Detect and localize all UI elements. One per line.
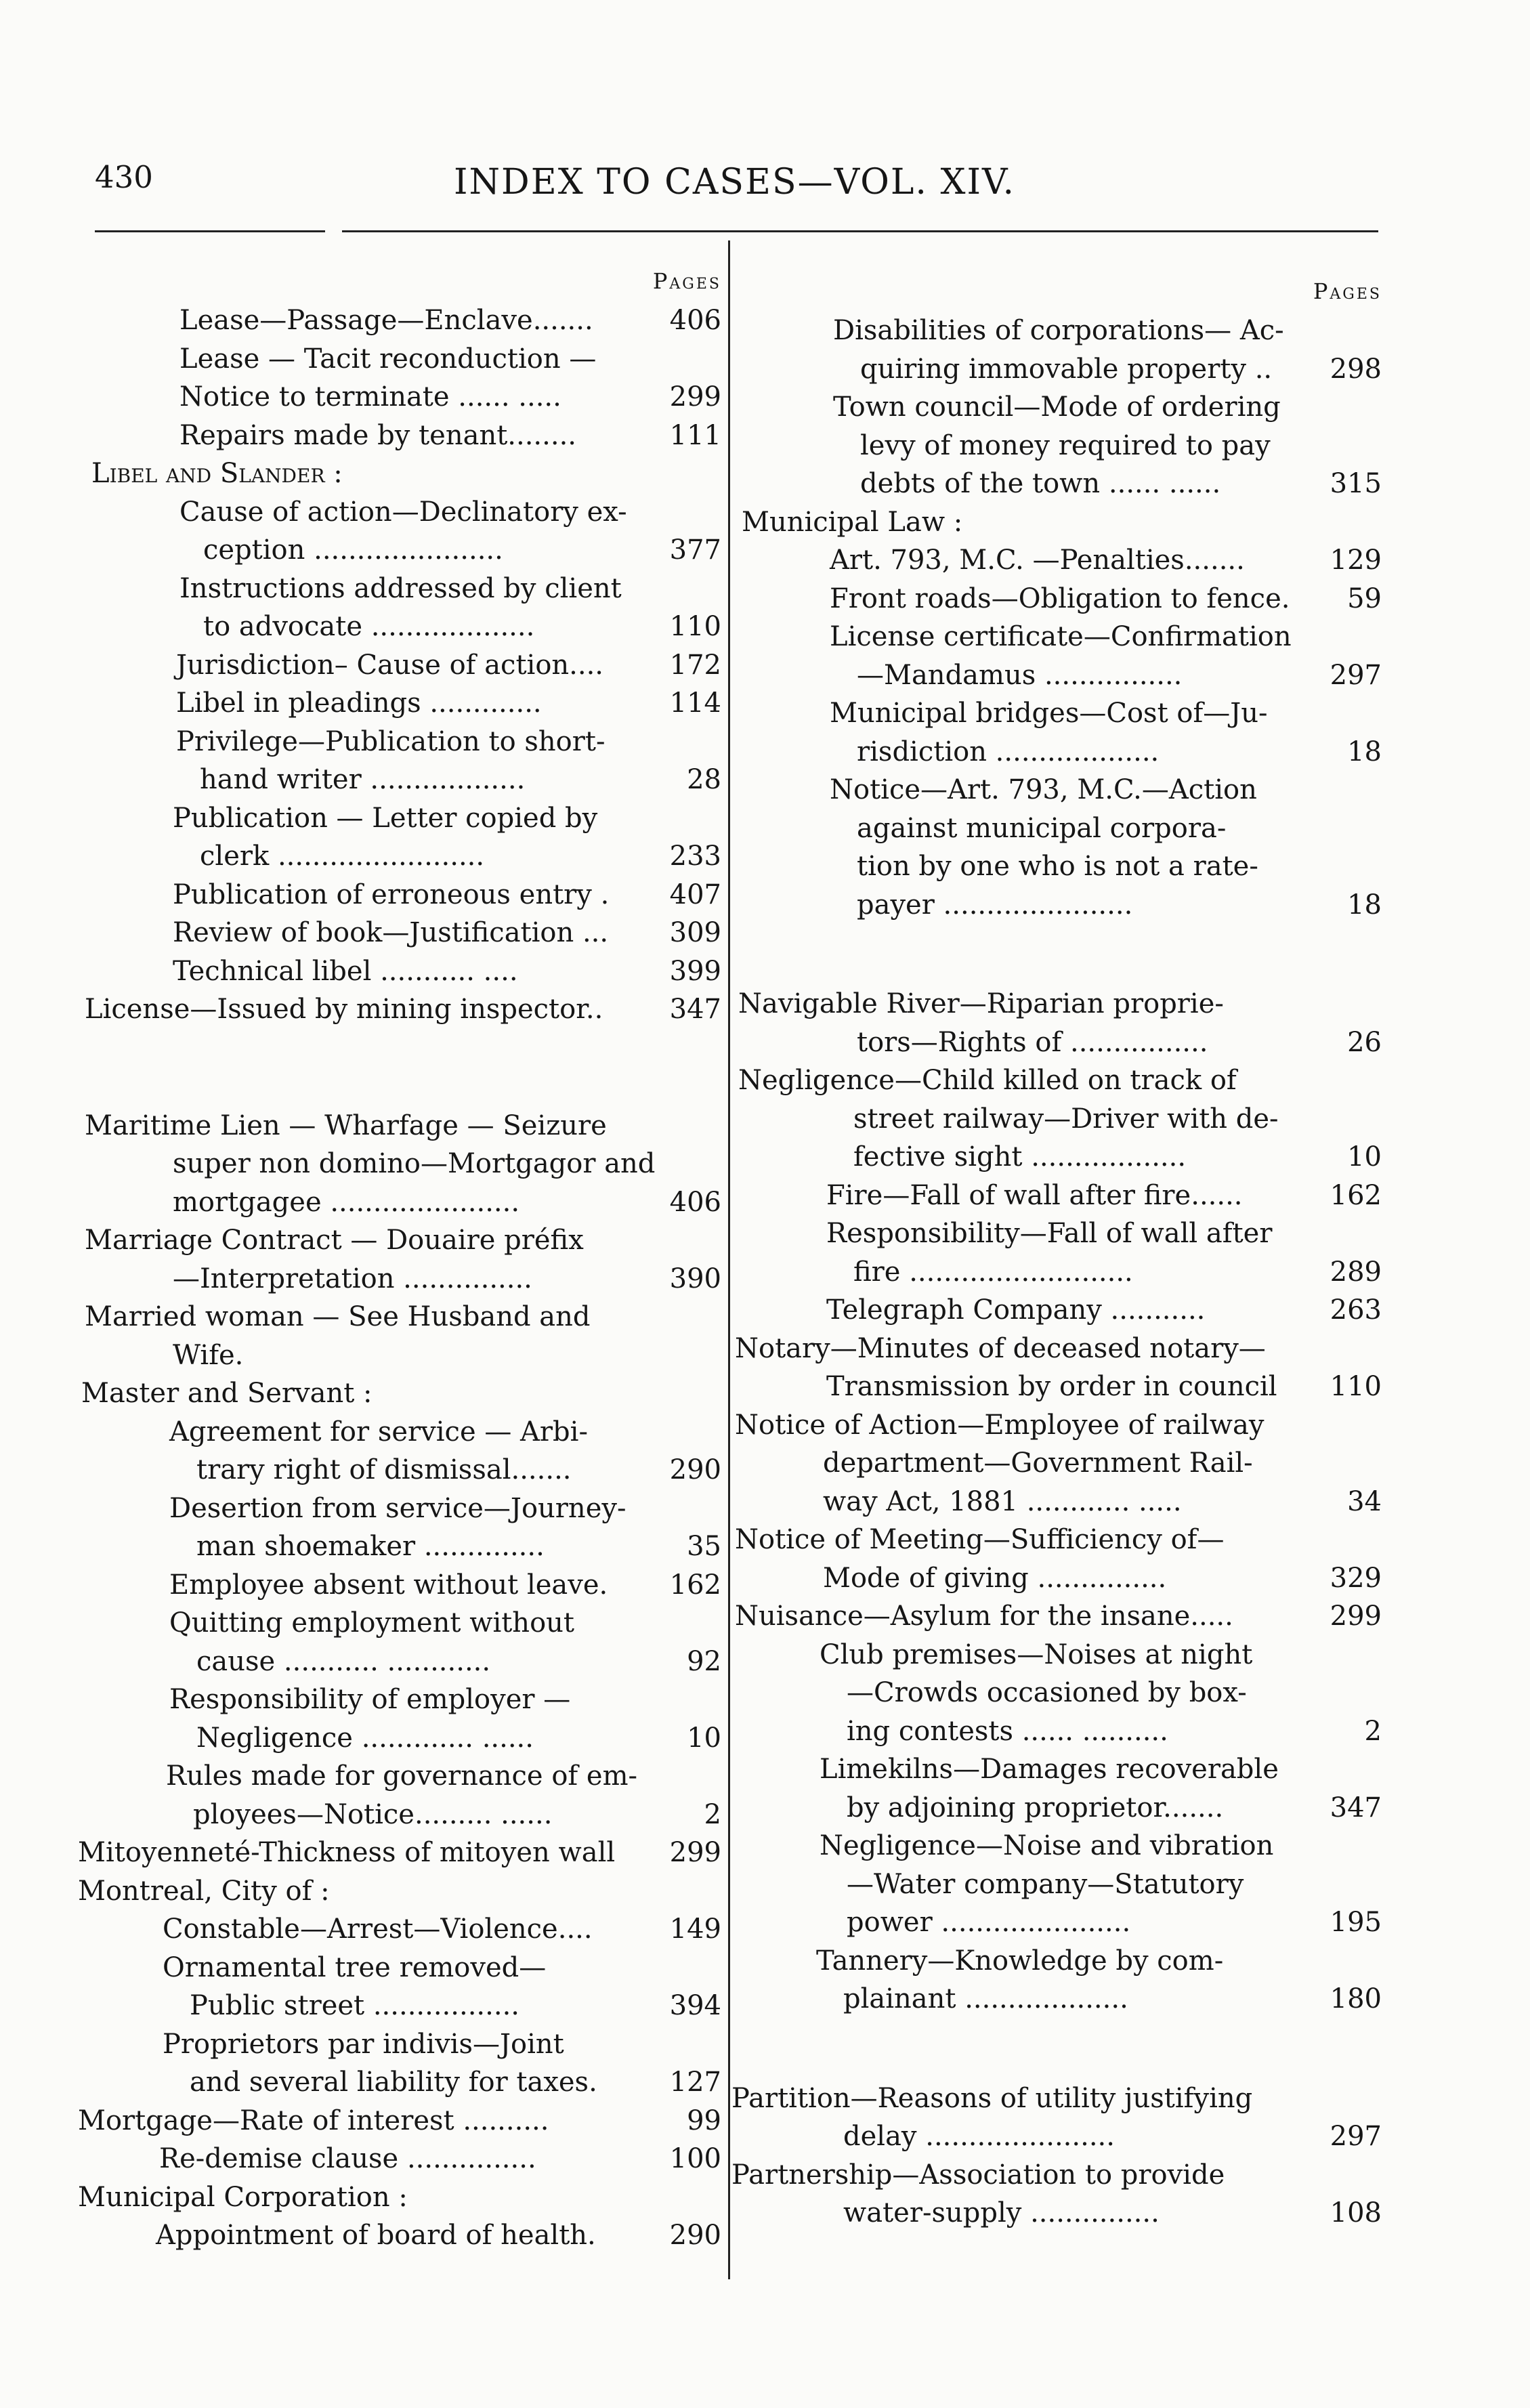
page-header (95, 152, 1382, 213)
index-entry (731, 886, 1382, 925)
entry-text: fire .......................... (853, 1256, 1133, 1288)
index-entry (731, 1980, 1382, 2019)
index-entry (731, 809, 1382, 848)
index-entry (731, 541, 1382, 580)
entry-page: 399 (669, 955, 721, 987)
entry-page: 2 (704, 1798, 721, 1830)
index-entry (731, 2117, 1382, 2156)
entry-text: Montreal, City of : (78, 1875, 330, 1907)
entry-page: 299 (1330, 1601, 1382, 1632)
index-entry (78, 1374, 721, 1413)
index-entry (78, 1872, 721, 1911)
index-entry (731, 1674, 1382, 1712)
entry-text: Notice—Art. 793, M.C.—Action (830, 774, 1257, 805)
index-entry (731, 1750, 1382, 1789)
entry-text: department—Government Rail- (823, 1448, 1253, 1479)
section-gap (78, 1029, 721, 1107)
entry-text: Disabilities of corporations— Ac- (833, 315, 1284, 346)
entry-page: 99 (687, 2105, 721, 2136)
index-entry (78, 378, 721, 417)
entry-text: Front roads—Obligation to fence. (830, 583, 1290, 614)
index-entry (78, 493, 721, 532)
index-entry (731, 1368, 1382, 1406)
index-entry (78, 608, 721, 646)
index-entry (78, 1643, 721, 1681)
entry-text: quiring immovable property .. (860, 353, 1273, 385)
index-entry (731, 1444, 1382, 1483)
entry-page: 100 (669, 2143, 721, 2174)
entry-page: 195 (1330, 1907, 1382, 1938)
index-entry (78, 1107, 721, 1145)
index-entry (78, 876, 721, 914)
entry-page: 347 (1330, 1792, 1382, 1823)
entry-page: 2 (1364, 1715, 1382, 1747)
index-entry (78, 2216, 721, 2255)
section-gap (731, 924, 1382, 985)
entry-text: Notice of Meeting—Sufficiency of— (735, 1524, 1225, 1555)
entry-text: risdiction ................... (857, 736, 1160, 767)
index-entry (731, 2194, 1382, 2233)
entry-text: Municipal Corporation : (78, 2181, 408, 2213)
entry-text: Lease—Passage—Enclave....... (179, 305, 593, 336)
entry-page: 110 (1330, 1371, 1382, 1402)
entry-text: Review of book—Justification ... (173, 917, 609, 948)
entry-text: Employee absent without leave. (169, 1569, 608, 1601)
entry-page: 233 (669, 841, 721, 872)
entry-text: payer ...................... (857, 889, 1133, 921)
index-entry (731, 2156, 1382, 2195)
entry-text: plainant ................... (843, 1983, 1128, 2014)
index-entry (731, 1903, 1382, 1942)
entry-page: 347 (669, 994, 721, 1025)
entry-page: 406 (669, 1186, 721, 1218)
index-entry (731, 1100, 1382, 1139)
entry-page: 34 (1347, 1485, 1382, 1517)
index-entry (78, 2140, 721, 2178)
entry-text: Tannery—Knowledge by com- (816, 1945, 1224, 1977)
entry-page: 59 (1347, 583, 1382, 614)
entry-text: Responsibility—Fall of wall after (826, 1218, 1273, 1249)
entry-text: License certificate—Confirmation (830, 621, 1292, 652)
entry-text: street railway—Driver with de- (853, 1103, 1279, 1135)
index-entry (78, 837, 721, 876)
entry-text: Mortgage—Rate of interest .......... (78, 2105, 549, 2136)
entry-text: Wife. (173, 1339, 244, 1371)
entry-text: Privilege—Publication to short- (176, 725, 605, 757)
index-entry (731, 1712, 1382, 1751)
entry-text: Lease — Tacit reconduction — (179, 343, 597, 375)
entry-text: Publication of erroneous entry . (173, 879, 610, 910)
index-entry (78, 531, 721, 570)
index-entry (78, 1145, 721, 1183)
entry-text: trary right of dismissal....... (196, 1454, 572, 1485)
entry-text: water-supply ............... (843, 2197, 1160, 2229)
index-entry (731, 1406, 1382, 1445)
page-title: INDEX TO CASES—VOL. XIV. (454, 162, 1016, 203)
entry-text: License—Issued by mining inspector.. (85, 994, 603, 1025)
entry-text: Municipal bridges—Cost of—Ju- (830, 698, 1268, 729)
entry-page: 263 (1330, 1294, 1382, 1326)
entry-page: 172 (669, 649, 721, 681)
index-entry (78, 1221, 721, 1260)
entry-page: 299 (669, 1837, 721, 1868)
index-entry (78, 2102, 721, 2140)
entry-text: Quitting employment without (169, 1607, 574, 1639)
entry-text: Agreement for service — Arbi- (169, 1416, 588, 1448)
index-entry (731, 1827, 1382, 1865)
index-entry (78, 1987, 721, 2025)
index-entry (731, 1636, 1382, 1674)
index-entry (78, 1413, 721, 1452)
index-entry (731, 1061, 1382, 1100)
index-entry (731, 618, 1382, 656)
index-entry (78, 1757, 721, 1796)
index-entry (78, 646, 721, 685)
index-entry (731, 312, 1382, 350)
index-entry (78, 301, 721, 340)
entry-text: Instructions addressed by client (179, 572, 622, 604)
entry-text: Appointment of board of health. (156, 2220, 596, 2251)
entry-page: 18 (1347, 889, 1382, 921)
index-entry (78, 2063, 721, 2102)
entry-text: debts of the town ...... ...... (860, 468, 1221, 499)
entry-text: Libel and Slander : (91, 458, 343, 489)
entry-page: 406 (669, 305, 721, 336)
index-entry (78, 723, 721, 761)
index-entry (731, 694, 1382, 733)
entry-text: fective sight .................. (853, 1141, 1187, 1173)
entry-text: —Interpretation ............... (173, 1263, 532, 1294)
entry-text: against municipal corpora- (857, 812, 1227, 844)
entry-page: 162 (1330, 1179, 1382, 1211)
pages-label-left: Pages (652, 268, 721, 294)
index-entry (78, 1834, 721, 1872)
entry-text: Jurisdiction– Cause of action.... (176, 649, 604, 681)
entry-page: 329 (1330, 1562, 1382, 1594)
entry-text: Repairs made by tenant........ (179, 419, 576, 451)
entry-text: Desertion from service—Journey- (169, 1492, 626, 1524)
entry-text: hand writer .................. (200, 764, 526, 795)
index-entry (731, 2079, 1382, 2118)
index-entry (78, 1451, 721, 1490)
entry-text: Transmission by order in council (826, 1371, 1277, 1402)
entry-text: Public street ................. (190, 1990, 519, 2021)
entry-text: Responsibility of employer — (169, 1684, 571, 1715)
index-entry (731, 985, 1382, 1023)
left-entries (78, 301, 721, 2255)
entry-text: Ornamental tree removed— (163, 1951, 547, 1983)
entry-text: tion by one who is not a rate- (857, 851, 1258, 882)
entry-text: ployees—Notice......... ...... (193, 1798, 553, 1830)
entry-page: 309 (669, 917, 721, 948)
entry-page: 297 (1330, 2121, 1382, 2152)
entry-text: Negligence—Child killed on track of (738, 1065, 1237, 1096)
entry-text: Constable—Arrest—Violence.... (163, 1914, 593, 1945)
entry-text: Nuisance—Asylum for the insane..... (735, 1601, 1233, 1632)
index-entry (78, 1490, 721, 1528)
header-rule-left (95, 230, 325, 232)
entry-text: —Mandamus ................ (857, 659, 1183, 691)
entry-text: Club premises—Noises at night (820, 1639, 1253, 1670)
index-entry (78, 1260, 721, 1298)
entry-text: Notice of Action—Employee of railway (735, 1409, 1265, 1441)
index-entry (731, 1865, 1382, 1904)
entry-text: Fire—Fall of wall after fire...... (826, 1179, 1243, 1211)
index-entry (78, 2025, 721, 2064)
entry-page: 394 (669, 1990, 721, 2021)
index-entry (731, 388, 1382, 427)
entry-text: ing contests ...... .......... (847, 1715, 1168, 1747)
index-entry (78, 1183, 721, 1222)
entry-page: 111 (669, 419, 721, 451)
index-entry (731, 1138, 1382, 1177)
entry-page: 180 (1330, 1983, 1382, 2014)
entry-text: by adjoining proprietor....... (847, 1792, 1224, 1823)
column-divider (728, 240, 730, 2279)
index-entry (731, 733, 1382, 772)
right-entries (731, 312, 1382, 2233)
entry-page: 149 (669, 1914, 721, 1945)
entry-page: 92 (687, 1645, 721, 1677)
index-entry (78, 1910, 721, 1949)
entry-text: Master and Servant : (81, 1378, 373, 1409)
entry-page: 162 (669, 1569, 721, 1601)
entry-text: tors—Rights of ................ (857, 1026, 1208, 1058)
index-entry (78, 761, 721, 799)
entry-text: and several liability for taxes. (190, 2067, 597, 2098)
entry-text: —Water company—Statutory (847, 1868, 1244, 1900)
entry-text: Publication — Letter copied by (173, 802, 598, 834)
index-entry (731, 1521, 1382, 1559)
entry-text: ception ...................... (203, 534, 503, 566)
entry-text: Rules made for governance of em- (166, 1760, 638, 1792)
index-entry (731, 1291, 1382, 1330)
index-entry (731, 350, 1382, 389)
entry-page: 290 (669, 2220, 721, 2251)
entry-page: 35 (687, 1531, 721, 1562)
index-entry (731, 771, 1382, 809)
index-entry (78, 417, 721, 455)
index-entry (78, 914, 721, 952)
entry-page: 297 (1330, 659, 1382, 691)
entry-page: 290 (669, 1454, 721, 1485)
index-entry (78, 1298, 721, 1336)
index-entry (78, 990, 721, 1029)
entry-text: Notary—Minutes of deceased notary— (735, 1332, 1266, 1364)
entry-page: 299 (669, 381, 721, 413)
index-entry (731, 1214, 1382, 1253)
entry-text: Partnership—Association to provide (731, 2159, 1225, 2191)
entry-text: Re-demise clause ............... (159, 2143, 536, 2174)
entry-page: 129 (1330, 545, 1382, 576)
index-entry (78, 455, 721, 493)
index-entry (731, 1177, 1382, 1215)
entry-page: 407 (669, 879, 721, 910)
index-entry (78, 1527, 721, 1566)
entry-page: 28 (687, 764, 721, 795)
index-entry (731, 503, 1382, 542)
entry-text: Art. 793, M.C. —Penalties....... (830, 545, 1245, 576)
index-entry (78, 2178, 721, 2217)
entry-text: Negligence—Noise and vibration (820, 1830, 1274, 1861)
index-entry (78, 799, 721, 838)
index-entry (78, 1336, 721, 1375)
entry-text: Proprietors par indivis—Joint (163, 2028, 564, 2060)
index-entry (731, 1330, 1382, 1368)
index-entry (731, 656, 1382, 695)
entry-text: Marriage Contract — Douaire préfix (85, 1225, 584, 1256)
entry-text: cause ........... ............ (196, 1645, 491, 1677)
entry-page: 10 (1347, 1141, 1382, 1173)
entry-text: Married woman — See Husband and (85, 1301, 591, 1332)
index-entry (78, 570, 721, 608)
entry-text: Limekilns—Damages recoverable (820, 1754, 1279, 1785)
entry-page: 26 (1347, 1026, 1382, 1058)
entry-page: 127 (669, 2067, 721, 2098)
index-entry (731, 1789, 1382, 1828)
index-entry (731, 465, 1382, 503)
entry-text: Town council—Mode of ordering (833, 392, 1281, 423)
entry-text: Mitoyenneté-Thickness of mitoyen wall (78, 1837, 616, 1868)
index-entry (731, 580, 1382, 618)
entry-text: Technical libel ........... .... (173, 955, 518, 987)
entry-text: Libel in pleadings ............. (176, 688, 542, 719)
index-entry (78, 1796, 721, 1834)
index-entry (78, 1604, 721, 1643)
index-entry (731, 1023, 1382, 1062)
entry-text: super non domino—Mortgagor and (173, 1148, 656, 1179)
index-entry (731, 1253, 1382, 1292)
section-gap (731, 2019, 1382, 2079)
index-entry (731, 1597, 1382, 1636)
entry-page: 377 (669, 534, 721, 566)
header-rule-right (342, 230, 1378, 232)
entry-text: to advocate ................... (203, 611, 535, 642)
entry-text: Negligence ............. ...... (196, 1722, 534, 1754)
entry-page: 108 (1330, 2197, 1382, 2229)
entry-text: —Crowds occasioned by box- (847, 1677, 1247, 1708)
entry-text: Mode of giving ............... (823, 1562, 1167, 1594)
index-entry (78, 1719, 721, 1758)
entry-text: way Act, 1881 ............ ..... (823, 1485, 1182, 1517)
entry-page: 114 (669, 688, 721, 719)
entry-text: power ...................... (847, 1907, 1131, 1938)
entry-page: 18 (1347, 736, 1382, 767)
entry-text: Notice to terminate ...... ..... (179, 381, 561, 413)
index-entry (78, 952, 721, 991)
entry-text: Municipal Law : (742, 506, 963, 538)
entry-text: Maritime Lien — Wharfage — Seizure (85, 1110, 607, 1141)
entry-text: mortgagee ...................... (173, 1186, 520, 1218)
left-column (78, 261, 721, 2255)
entry-page: 315 (1330, 468, 1382, 499)
page-number: 430 (95, 159, 153, 195)
index-entry (731, 427, 1382, 465)
index-entry (78, 340, 721, 379)
entry-page: 10 (687, 1722, 721, 1754)
entry-page: 289 (1330, 1256, 1382, 1288)
entry-text: delay ...................... (843, 2121, 1115, 2152)
pages-label-right: Pages (1313, 278, 1382, 304)
index-entry (78, 684, 721, 723)
index-entry (731, 1942, 1382, 1981)
entry-text: clerk ........................ (200, 841, 485, 872)
entry-page: 110 (669, 611, 721, 642)
entry-text: man shoemaker .............. (196, 1531, 545, 1562)
index-entry (731, 1483, 1382, 1521)
entry-text: Navigable River—Riparian proprie- (738, 988, 1224, 1019)
entry-text: Partition—Reasons of utility justifying (731, 2082, 1253, 2114)
index-entry (731, 847, 1382, 886)
entry-page: 298 (1330, 353, 1382, 385)
index-entry (78, 1566, 721, 1605)
index-entry (731, 1559, 1382, 1598)
right-column (731, 271, 1382, 2233)
index-entry (78, 1949, 721, 1987)
index-entry (78, 1681, 721, 1719)
entry-text: Telegraph Company ........... (826, 1294, 1206, 1326)
entry-text: levy of money required to pay (860, 429, 1271, 461)
entry-text: Cause of action—Declinatory ex- (179, 496, 627, 528)
entry-page: 390 (669, 1263, 721, 1294)
